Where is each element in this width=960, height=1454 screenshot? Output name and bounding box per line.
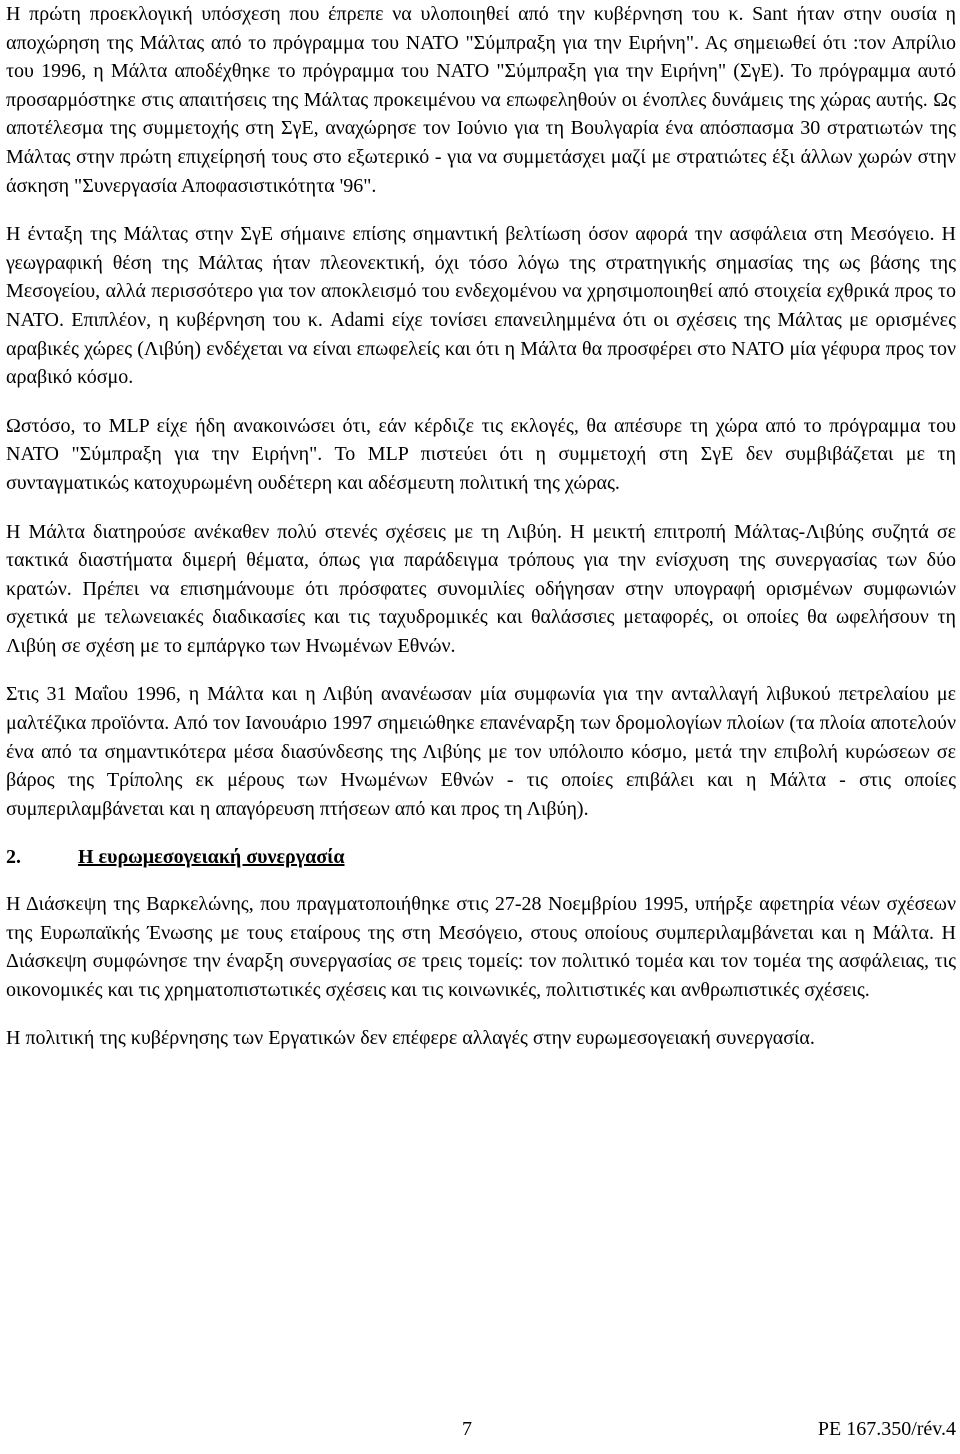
document-reference: PE 167.350/rév.4: [817, 1418, 956, 1440]
page-footer: [6, 1418, 956, 1448]
paragraph-mlp-position: Ωστόσο, το MLP είχε ήδη ανακοινώσει ότι, εάν κέρδιζε τις εκλογές, θα απέσυρε τη χώρα από το πρόγραμμα του ΝΑΤΟ "Σύμπραξη για την Ειρήνη". Το MLP πιστεύει ότι η συμμετοχή στη ΣγΕ δεν συμβιβάζεται με τη συνταγματικώς κατοχυρωμένη ουδέτερη και αδέσμευτη πολιτική της χώρας.: [6, 414, 956, 494]
paragraph-nato-withdrawal: Η πρώτη προεκλογική υπόσχεση που έπρεπε να υλοποιηθεί από την κυβέρνηση του κ. Sant ήταν στην ουσία η αποχώρηση της Μάλτας από το πρόγραμμα του ΝΑΤΟ "Σύμπραξη για την Ειρήνη". Ας σημειωθεί ότι :τον Απρίλιο του 1996, η Μάλτα αποδέχθηκε το πρόγραμμα του ΝΑΤΟ "Σύμπραξη για την Ειρήνη" (ΣγΕ). Το πρόγραμμα αυτό προσαρμόστηκε στις απαιτήσεις της Μάλτας προκειμένου να επωφεληθούν οι ένοπλες δυνάμεις της χώρας αυτής. Ως αποτέλεσμα της συμμετοχής στη ΣγΕ, αναχώρησε τον Ιούνιο για τη Βουλγαρία ένα απόσπασμα 30 στρατιωτών της Μάλτας στην πρώτη επιχείρησή τους στο εξωτερικό - για να συμμετάσχει μαζί με στρατιώτες έξι άλλων χωρών στην άσκηση "Συνεργασία Αποφασιστικότητα '96".: [6, 3, 956, 197]
document-page: [6, 0, 956, 1053]
paragraph-labour-policy: Η πολιτική της κυβέρνησης των Εργατικών δεν επέφερε αλλαγές στην ευρωμεσογειακή συνεργασία.: [6, 1027, 815, 1050]
paragraph-malta-libya-relations: Η Μάλτα διατηρούσε ανέκαθεν πολύ στενές σχέσεις με τη Λιβύη. Η μεικτή επιτροπή Μάλτας-Λιβύης συζητά σε τακτικά διαστήματα διμερή θέματα, όπως για παράδειγμα τρόπους για την ενίσχυση της συνεργασίας των δύο κρατών. Πρέπει να επισημάνουμε ότι πρόσφατες συνομιλίες οδήγησαν στην υπογραφή ορισμένων συμφωνιών σχετικά με τελωνειακές διαδικασίες και τις ταχυδρομικές και θαλάσσιες μεταφορές, οι οποίες θα ωφελήσουν τη Λιβύη σε σχέση με το εμπάργκο των Ηνωμένων Εθνών.: [6, 520, 956, 657]
paragraph-barcelona-conference: Η Διάσκεψη της Βαρκελώνης, που πραγματοποιήθηκε στις 27-28 Νοεμβρίου 1995, υπήρξε αφετηρία νέων σχέσεων της Ευρωπαϊκής Ένωσης με τους εταίρους της στη Μεσόγειο, στους οποίους συμπεριλαμβάνεται και η Μάλτα. Η Διάσκεψη συμφώνησε την έναρξη συνεργασίας σε τρεις τομείς: τον πολιτικό τομέα και τον τομέα της ασφάλειας, τις οικονομικές και τις χρηματοπιστωτικές σχέσεις και τις κοινωνικές, πολιτιστικές και ανθρωπιστικές σχέσεις.: [6, 893, 956, 1001]
paragraph-mediterranean-security: Η ένταξη της Μάλτας στην ΣγΕ σήμαινε επίσης σημαντική βελτίωση όσον αφορά την ασφάλεια στη Μεσόγειο. Η γεωγραφική θέση της Μάλτας ήταν πλεονεκτική, όχι τόσο λόγω της στρατηγικής σημασίας της ως βάσης της Μεσογείου, αλλά περισσότερο για τον αποκλεισμό του ενδεχομένου να χρησιμοποιηθεί από στοιχεία εχθρικά προς το ΝΑΤΟ. Επιπλέον, η κυβέρνηση του κ. Adami είχε τονίσει επανειλημμένα ότι οι σχέσεις της Μάλτας με ορισμένες αραβικές χώρες (Λιβύη) ενδέχεται να είναι επωφελείς και ότι η Μάλτα θα προσφέρει στο ΝΑΤΟ μία γέφυρα προς τον αραβικό κόσμο.: [6, 223, 956, 389]
section-number: 2.: [6, 846, 21, 869]
paragraph-oil-agreement: Στις 31 Μαΐου 1996, η Μάλτα και η Λιβύη ανανέωσαν μία συμφωνία για την ανταλλαγή λιβυκού πετρελαίου με μαλτέζικα προϊόντα. Από τον Ιανουάριο 1997 σημειώθηκε επανέναρξη των δρομολογίων πλοίων (τα πλοία αποτελούν ένα από τα σημαντικότερα μέσα διασύνδεσης της Λιβύης με τον υπόλοιπο κόσμο, μετά την επιβολή κυρώσεων σε βάρος της Τρίπολης εκ μέρους των Ηνωμένων Εθνών - τις οποίες επιβάλει και η Μάλτα - στις οποίες συμπεριλαμβάνεται και η απαγόρευση πτήσεων από και προς τη Λιβύη).: [6, 683, 956, 820]
section-heading: [6, 843, 956, 872]
section-title: Η ευρωμεσογειακή συνεργασία: [78, 846, 345, 869]
page-number: 7: [462, 1418, 472, 1440]
